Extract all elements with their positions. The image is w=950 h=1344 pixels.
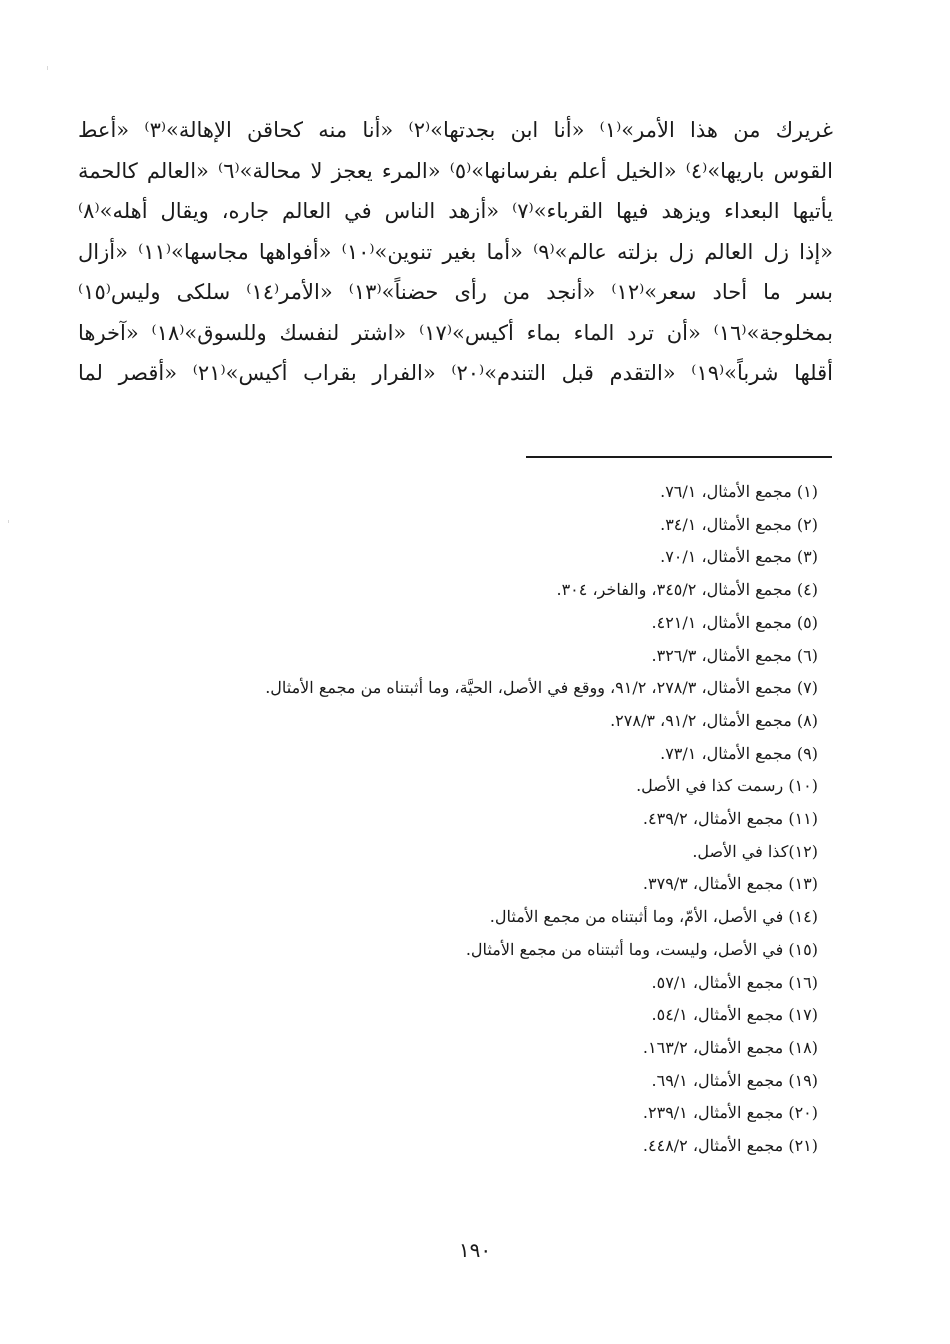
footnote-divider <box>526 456 832 458</box>
scan-speck <box>47 66 48 70</box>
footnote: (١٣) مجمع الأمثال، ٣٧٩/٣. <box>642 874 818 894</box>
main-text-line: بسر ما أحاد سعر»⁽١٢⁾ «أنجد من رأى حضناً»⁽١٣⁾ «الأمر⁽١٤⁾ سلكى وليس⁽١٥⁾ <box>78 280 833 304</box>
footnote: (١١) مجمع الأمثال، ٤٣٩/٢. <box>642 809 818 829</box>
footnotes-list <box>118 476 818 1163</box>
footnote: (٤) مجمع الأمثال، ٣٤٥/٢، والفاخر، ٣٠٤. <box>556 580 818 600</box>
footnote: (٣) مجمع الأمثال، ٧٠/١. <box>660 547 818 567</box>
main-text-line: أقلها شرباً»⁽١٩⁾ «التقدم قبل التندم»⁽٢٠⁾ «الفرار بقراب أكيس»⁽٢١⁾ «أقصر لما <box>78 361 833 385</box>
footnote: (٨) مجمع الأمثال، ٩١/٢، ٢٧٨/٣. <box>610 710 818 730</box>
footnote: (٩) مجمع الأمثال، ٧٣/١. <box>660 743 818 763</box>
footnote: (١٦) مجمع الأمثال، ٥٧/١. <box>651 972 818 992</box>
footnote: (٧) مجمع الأمثال، ٢٧٨/٣، ٩١/٢، ووقع في الأصل، الحيَّة، وما أثبتناه من مجمع الأمثال. <box>265 678 818 698</box>
footnote: (١٤) في الأصل، الأمّ، وما أثبتناه من مجمع الأمثال. <box>489 907 818 927</box>
footnote: (٥) مجمع الأمثال، ٤٢١/١. <box>651 612 818 632</box>
footnote: (٢٠) مجمع الأمثال، ٢٣٩/١. <box>642 1103 818 1123</box>
page-number: ١٩٠ <box>458 1238 492 1262</box>
main-text-line: القوس باريها»⁽٤⁾ «الخيل أعلم بفرسانها»⁽٥⁾ «المرء يعجز لا محالة»⁽٦⁾ «العالم كالحمة <box>78 158 833 183</box>
main-text-block <box>78 110 833 394</box>
footnote: (١٩) مجمع الأمثال، ٦٩/١. <box>651 1070 818 1090</box>
footnote: (١٠) رسمت كذا في الأصل. <box>636 776 818 796</box>
footnote: (١٧) مجمع الأمثال، ٥٤/١. <box>651 1005 818 1025</box>
footnote: (١٨) مجمع الأمثال، ١٦٣/٢. <box>642 1037 818 1057</box>
main-text-line: «إذا زل العالم زل بزلته عالم»⁽٩⁾ «أما بغير تنوين»⁽١٠⁾ «أفواهها مجاسها»⁽١١⁾ «أزال <box>78 239 833 264</box>
footnote: (٢١) مجمع الأمثال، ٤٤٨/٢. <box>642 1136 818 1156</box>
footnote: (١٥) في الأصل، وليست، وما أثبتناه من مجمع الأمثال. <box>465 939 818 959</box>
footnote: (٢) مجمع الأمثال، ٣٤/١. <box>660 514 818 534</box>
footnote: (١) مجمع الأمثال، ٧٦/١. <box>660 482 818 501</box>
main-text-line: يأتيها البعداء ويزهد فيها القرباء»⁽٧⁾ «أزهد الناس في العالم جاره، ويقال أهله»⁽٨⁾ <box>78 199 833 223</box>
footnote: (٦) مجمع الأمثال، ٣٢٦/٣. <box>651 645 818 665</box>
scan-speck <box>8 520 9 523</box>
main-text-line: غريرك من هذا الأمر»⁽١⁾ «أنا ابن بجدتها»⁽٢⁾ «أنا منه كحاقن الإهالة»⁽٣⁾ «أعط <box>78 118 833 142</box>
main-text-line: بمخلوجة»⁽١٦⁾ «أن ترد الماء بماء أكيس»⁽١٧⁾ «اشتر لنفسك وللسوق»⁽١٨⁾ «آخرها <box>78 320 833 345</box>
footnote: (١٢)كذا في الأصل. <box>692 841 818 861</box>
